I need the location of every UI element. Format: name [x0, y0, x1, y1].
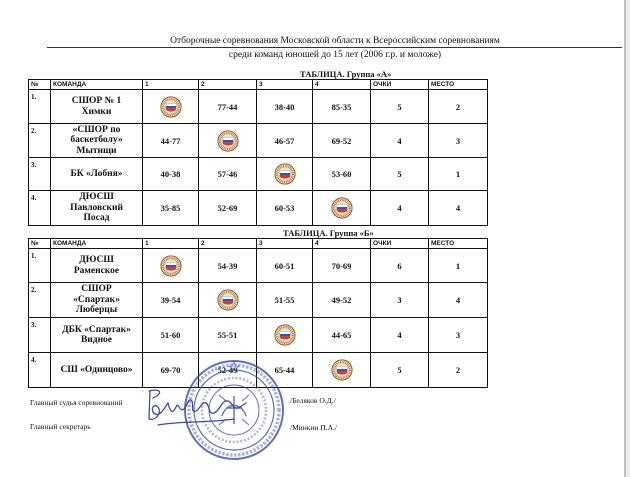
emblem-icon	[274, 324, 296, 346]
place-cell: 1	[429, 158, 488, 191]
points-cell: 5	[371, 158, 429, 191]
team-name-line: СШОР	[81, 284, 112, 295]
page-edge-shadow	[626, 0, 630, 477]
team-name-line: Посад	[83, 213, 110, 224]
table-header-row	[29, 80, 488, 90]
points-cell: 3	[371, 283, 429, 318]
score-cell: 60-51	[257, 249, 313, 283]
score-cell: 54-39	[199, 249, 257, 283]
score-cell: 49-52	[313, 283, 371, 318]
self-match-cell	[313, 191, 371, 226]
emblem-icon	[274, 163, 296, 185]
title-underline	[47, 47, 622, 48]
score-cell: 65-44	[257, 353, 313, 388]
header-opponent-2: 2	[199, 80, 257, 90]
team-name-line: «СШОР по	[72, 124, 121, 135]
header-opponent-2: 2	[199, 239, 257, 249]
team-name-line: СШОР № 1	[71, 96, 122, 106]
chief-secretary-label: Главный секретарь	[30, 422, 91, 431]
row-number: 4.	[29, 191, 51, 226]
score-cell: 55-51	[199, 318, 257, 353]
self-match-cell	[143, 90, 199, 124]
place-cell: 3	[429, 124, 488, 158]
table-row	[29, 191, 488, 226]
self-match-cell	[313, 353, 371, 388]
team-name-cell	[51, 90, 143, 124]
place-cell: 2	[429, 90, 488, 124]
header-opponent-1: 1	[143, 80, 199, 90]
header-opponent-3: 3	[257, 80, 313, 90]
table-row	[29, 249, 488, 283]
place-cell: 3	[429, 318, 488, 353]
row-number: 3.	[29, 318, 51, 353]
self-match-cell	[199, 283, 257, 318]
table-row	[29, 158, 488, 191]
group-a-table	[28, 79, 488, 226]
emblem-icon	[331, 359, 353, 381]
emblem-icon	[160, 255, 182, 277]
team-name-line: Химки	[81, 106, 112, 117]
place-cell: 4	[429, 191, 488, 226]
team-name-cell	[51, 283, 143, 318]
header-opponent-4: 4	[313, 80, 371, 90]
team-name-cell	[51, 158, 143, 191]
score-cell: 35-85	[143, 191, 199, 226]
score-cell: 85-35	[313, 90, 371, 124]
team-name-cell	[51, 249, 143, 283]
emblem-icon	[217, 130, 239, 152]
score-cell: 60-53	[257, 191, 313, 226]
score-cell: 51-60	[143, 318, 199, 353]
team-name-cell	[51, 124, 143, 158]
team-name-line: БК «Лобня»	[70, 168, 123, 179]
self-match-cell	[199, 124, 257, 158]
chief-judge-name: /Беляков О.Д./	[290, 396, 336, 405]
table-row	[29, 90, 488, 124]
team-name-line: Видное	[80, 335, 113, 345]
score-cell: 46-57	[257, 124, 313, 158]
row-number: 1.	[29, 249, 51, 283]
header-number: №	[29, 80, 51, 90]
points-cell: 4	[371, 191, 429, 226]
header-team: КОМАНДА	[51, 80, 143, 90]
team-name-line: ДБК «Спартак»	[62, 324, 131, 335]
score-cell: 44-65	[313, 318, 371, 353]
score-cell: 70-69	[313, 249, 371, 283]
row-number: 1.	[29, 90, 51, 124]
header-place: МЕСТО	[429, 239, 488, 249]
team-name-cell	[51, 318, 143, 353]
team-name-line: баскетболу»	[70, 135, 123, 146]
team-name-line: Павловский	[70, 202, 123, 213]
table-row	[29, 124, 488, 158]
score-cell: 69-52	[313, 124, 371, 158]
score-cell: 51-55	[257, 283, 313, 318]
self-match-cell	[257, 158, 313, 191]
score-cell: 38-40	[257, 90, 313, 124]
row-number: 2.	[29, 124, 51, 158]
chief-judge-label: Главный судья соревнований	[30, 398, 123, 407]
self-match-cell	[143, 249, 199, 283]
document-subtitle: среди команд юношей до 15 лет (2006 г.р. и моложе)	[228, 50, 442, 60]
chief-secretary-name: /Минкин П.А./	[290, 423, 337, 432]
emblem-icon	[217, 289, 239, 311]
points-cell: 5	[371, 353, 429, 388]
row-number: 3.	[29, 158, 51, 191]
score-cell: 40-38	[143, 158, 199, 191]
header-team: КОМАНДА	[51, 239, 143, 249]
score-cell: 52-49	[199, 353, 257, 388]
place-cell: 1	[429, 249, 488, 283]
table-row	[29, 283, 488, 318]
header-number: №	[29, 239, 51, 249]
place-cell: 2	[429, 353, 488, 388]
score-cell: 77-44	[199, 90, 257, 124]
header-place: МЕСТО	[429, 80, 488, 90]
row-number: 4.	[29, 353, 51, 388]
header-opponent-3: 3	[257, 239, 313, 249]
document-title: Отборочные соревнования Московской области к Всероссийским соревнованиям	[170, 36, 500, 46]
team-name-cell	[51, 191, 143, 226]
points-cell: 6	[371, 249, 429, 283]
score-cell: 52-69	[199, 191, 257, 226]
place-cell: 4	[429, 283, 488, 318]
header-opponent-1: 1	[143, 239, 199, 249]
emblem-icon	[160, 96, 182, 118]
group-b-title: ТАБЛИЦА. Группа «Б»	[283, 228, 374, 238]
header-points: ОЧКИ	[371, 239, 429, 249]
header-opponent-4: 4	[313, 239, 371, 249]
score-cell: 39-54	[143, 283, 199, 318]
score-cell: 44-77	[143, 124, 199, 158]
team-name-line: СШ «Одинцово»	[60, 364, 133, 375]
team-name-line: Мытищи	[76, 145, 117, 156]
team-name-line: ДЮСШ	[79, 255, 114, 265]
points-cell: 4	[371, 318, 429, 353]
table-header-row	[29, 239, 488, 249]
points-cell: 4	[371, 124, 429, 158]
group-a-title: ТАБЛИЦА. Группа «А»	[300, 69, 392, 79]
header-points: ОЧКИ	[371, 80, 429, 90]
team-name-line: ДЮСШ	[79, 192, 114, 203]
team-name-line: Раменское	[73, 265, 120, 276]
team-name-line: Люберцы	[75, 305, 118, 316]
team-name-line: «Спартак»	[73, 294, 120, 305]
score-cell: 53-60	[313, 158, 371, 191]
score-cell: 69-70	[143, 353, 199, 388]
self-match-cell	[257, 318, 313, 353]
row-number: 2.	[29, 283, 51, 318]
emblem-icon	[331, 197, 353, 219]
stamp-icon	[182, 358, 286, 462]
team-name-cell	[51, 353, 143, 388]
score-cell: 57-46	[199, 158, 257, 191]
points-cell: 5	[371, 90, 429, 124]
table-row	[29, 318, 488, 353]
